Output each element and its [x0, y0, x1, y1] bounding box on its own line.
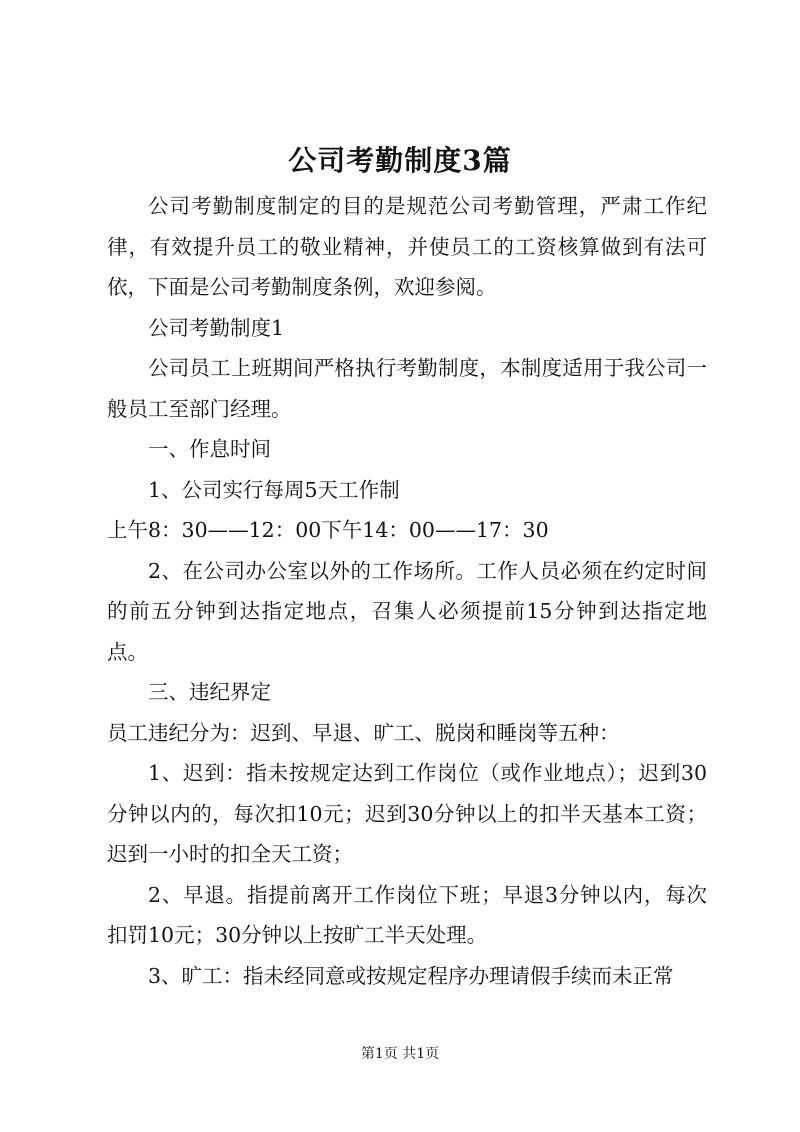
schedule-paragraph: 上午8：30——12：00下午14：00——17：30 [107, 518, 549, 542]
section-heading-violations: 三、违纪界定 [148, 680, 271, 704]
section-heading-work-hours: 一、作息时间 [148, 437, 271, 461]
violations-intro-paragraph: 员工违纪分为：迟到、早退、旷工、脱岗和睡岗等五种： [107, 720, 620, 745]
section-heading-policy-1: 公司考勤制度1 [148, 315, 285, 340]
late-rule-paragraph: 1、迟到：指未按规定达到工作岗位（或作业地点）；迟到30分钟以内的，每次扣10元；迟到30分钟以上的扣半天基本工资；迟到一小时的扣全天工资； [107, 761, 707, 866]
document-title: 公司考勤制度3篇 [288, 144, 512, 177]
absence-rule-paragraph: 3、旷工：指未经同意或按规定程序办理请假手续而未正常 [148, 963, 674, 988]
rule-paragraph-1: 1、公司实行每周5天工作制 [148, 477, 400, 502]
scope-paragraph: 公司员工上班期间严格执行考勤制度，本制度适用于我公司一般员工至部门经理。 [107, 356, 707, 421]
intro-paragraph: 公司考勤制度制定的目的是规范公司考勤管理，严肃工作纪律，有效提升员工的敬业精神，并使员工的工资核算做到有法可依，下面是公司考勤制度条例，欢迎参阅。 [107, 194, 707, 299]
early-leave-rule-paragraph: 2、早退。指提前离开工作岗位下班；早退3分钟以内，每次扣罚10元；30分钟以上按旷工半天处理。 [107, 882, 707, 947]
document-body [107, 186, 707, 996]
page-footer: 第1页 共1页 [360, 1046, 440, 1062]
rule-paragraph-2: 2、在公司办公室以外的工作场所。工作人员必须在约定时间的前五分钟到达指定地点，召集人必须提前15分钟到达指定地点。 [107, 558, 707, 664]
